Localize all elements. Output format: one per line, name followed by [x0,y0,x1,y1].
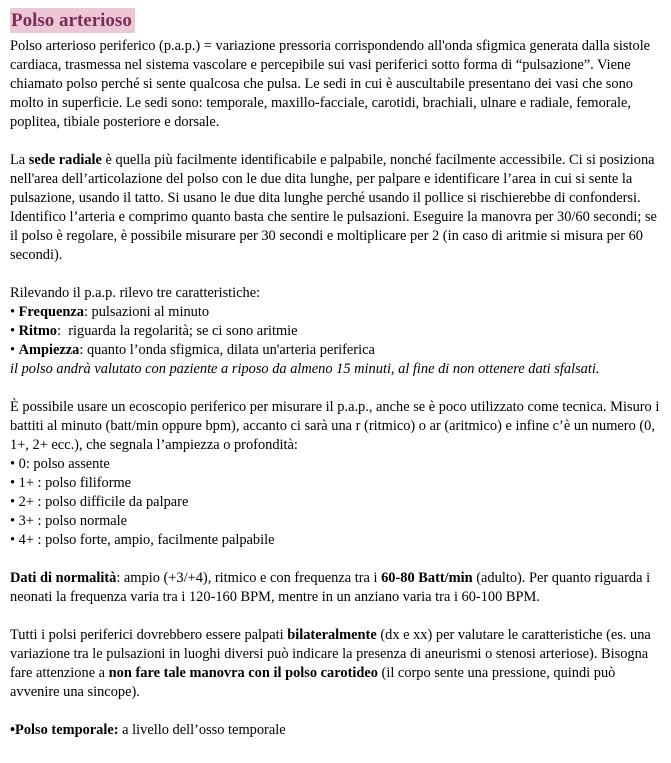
text-line [10,626,661,702]
text-run: • 1+ : polso filiforme [10,475,132,491]
text-run: Tutti i polsi periferici dovrebbero essere palpati [10,627,288,643]
text-run: La [10,152,29,168]
text-line [10,474,661,493]
text-run: • [10,323,19,339]
text-run: Polso arterioso periferico (p.a.p.) = variazione pressoria corrispondendo all'onda sfigmica generata dalla sistole cardiaca, trasmessa nel sistema vascolare e percepibile sui vasi periferici sotto forma di “pulsazione”. Viene chiamato polso perché si sente qualcosa che pulsa. Le sedi in cui è auscultabile presentano dei vasi che sono molto in superficie. Le sedi sono: temporale, maxillo-facciale, carotidi, brachiali, ulnare e radiale, femorale, poplitea, tibiale posteriore e dorsale. [10,38,654,130]
document-body [10,37,661,740]
sede-radiale-paragraph [10,151,661,265]
intro-paragraph [10,37,661,132]
text-run: • 3+ : polso normale [10,513,128,529]
text-line [10,512,661,531]
bold-text-run: Frequenza [18,304,84,320]
text-run: : quanto l’onda sfigmica, dilata un'arteria periferica [79,342,375,358]
bold-text-run: sede radiale [28,152,102,168]
text-run: (il corpo sente una pressione, quindi può avvenire una sincope). [10,665,619,700]
text-run: È possibile usare un ecoscopio periferico per misurare il p.a.p., anche se è poco utilizzato come tecnica. Misuro i battiti al minuto (batt/min oppure bpm), accanto ci sarà una r (ritmico) o ar (aritmico) e infine c’è un numero (0, 1+, 2+ ecc.), che segnala l’ampiezza o profondità: [10,399,663,453]
text-run: è quella più facilmente identificabile e palpabile, nonché facilmente accessibile. Ci si posiziona nell'area dell’articolazione del polso con le due dita lunghe, per palpare e identificare l’area in cui si sente la pulsazione, usando il tatto. Si usano le due dita lunghe perché usando il pollice si rischierebbe di confondersi. Identifico l’arteria e comprimo quanto basta che sentire le pulsazioni. Eseguire la manovra per 30/60 secondi; se il polso è regolare, è possibile misurare per 30 secondi e moltiplicare per 2 (in caso di aritmie si misura per 60 secondi). [10,152,661,263]
text-line [10,322,661,341]
bold-text-run: non fare tale manovra con il polso carotideo [108,665,378,681]
text-run: a livello dell’osso temporale [118,722,286,738]
text-line [10,398,661,455]
text-line [10,303,661,322]
document-title: Polso arterioso [10,8,135,33]
bold-text-run: Dati di normalità [10,570,117,586]
text-run: : riguarda la regolarità; se ci sono aritmie [57,323,298,339]
text-run: : pulsazioni al minuto [83,304,210,320]
text-run: • [10,342,19,358]
italic-text-run: il polso andrà valutato con paziente a riposo da almeno 15 minuti, al fine di non ottenere dati sfalsati. [10,361,600,377]
bold-text-run: Ritmo [18,323,58,339]
caratteristiche-list [10,284,661,379]
bold-text-run: bilateralmente [287,627,377,643]
text-run: Rilevando il p.a.p. rilevo tre caratteristiche: [10,285,261,301]
text-run: • 4+ : polso forte, ampio, facilmente palpabile [10,532,275,548]
text-run: (adulto). Per quanto riguarda i neonati la frequenza varia tra i 120-160 BPM, mentre in un anziano varia tra i 60-100 BPM. [10,570,654,605]
text-line [10,151,661,265]
text-run: : ampio (+3/+4), ritmico e con frequenza tra i [116,570,382,586]
text-run: • [10,304,19,320]
text-run: • 0: polso assente [10,456,110,472]
polso-temporale-line [10,721,661,740]
text-line [10,721,661,740]
text-line [10,341,661,360]
text-line [10,284,661,303]
text-line [10,531,661,550]
palpazione-bilaterale-paragraph [10,626,661,702]
bold-text-run: Ampiezza [18,342,80,358]
text-line [10,569,661,607]
bold-text-run: 60-80 Batt/min [381,570,473,586]
dati-normalita-paragraph [10,569,661,607]
text-line [10,360,661,379]
ecoscopio-paragraph [10,398,661,550]
text-run: (dx e xx) per valutare le caratteristiche (es. una variazione tra le pulsazioni in luoghi diversi può indicare la presenza di aneurismi o stenosi arteriose). Bisogna fare attenzione a [10,627,655,681]
text-line [10,455,661,474]
bold-text-run: •Polso temporale: [10,722,119,738]
text-line [10,37,661,132]
text-line [10,493,661,512]
text-run: • 2+ : polso difficile da palpare [10,494,189,510]
